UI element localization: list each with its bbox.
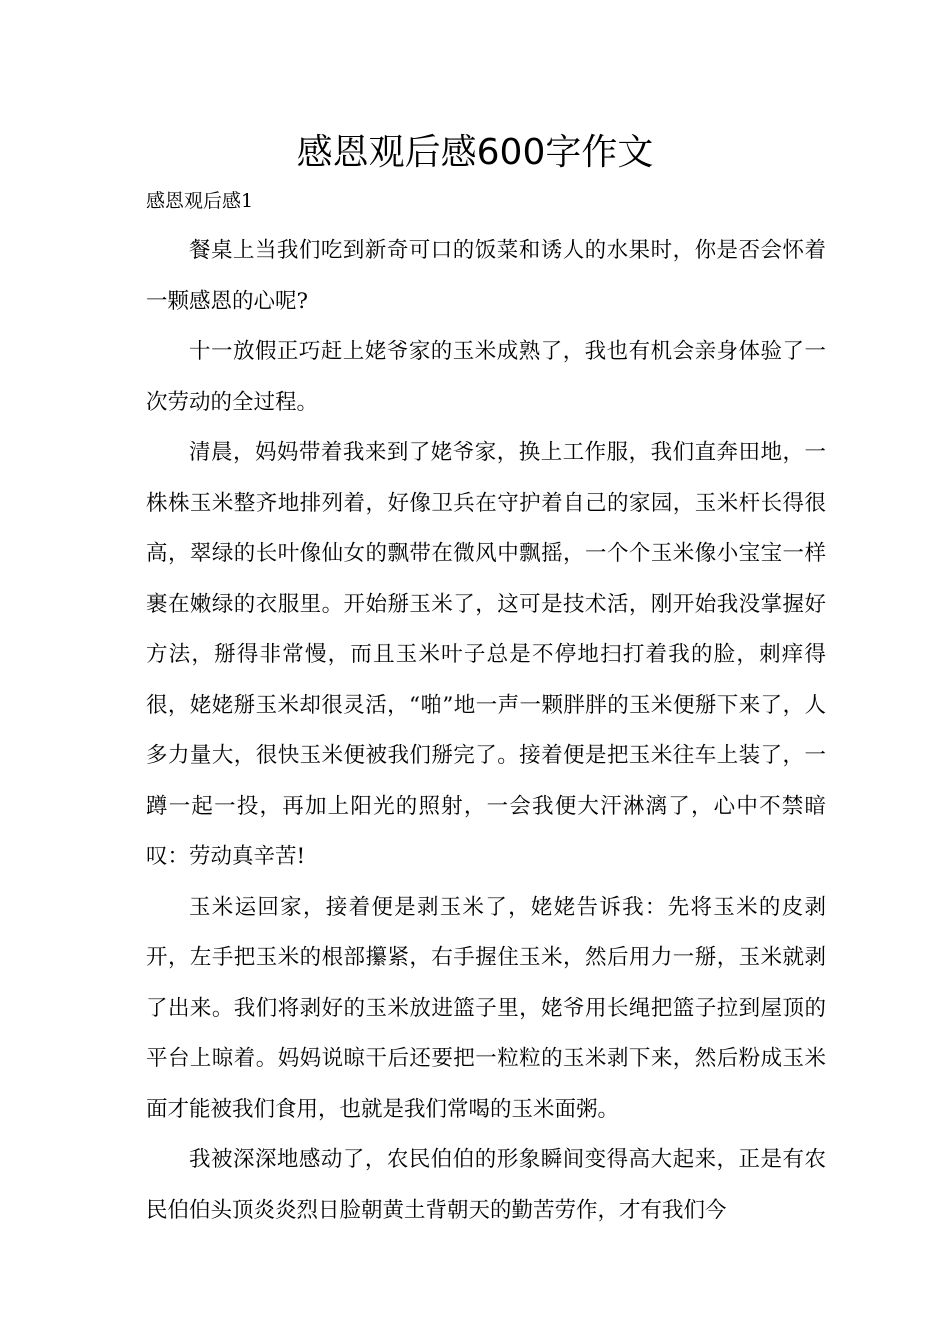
paragraph: 餐桌上当我们吃到新奇可口的饭菜和诱人的水果时，你是否会怀着一颗感恩的心呢?	[146, 238, 826, 314]
paragraph: 玉米运回家，接着便是剥玉米了，姥姥告诉我：先将玉米的皮剥开，左手把玉米的根部攥紧，右手握住玉米，然后用力一掰，玉米就剥了出来。我们将剥好的玉米放进篮子里，姥爷用长绳把篮子拉到屋顶的平台上晾着。妈妈说晾干后还要把一粒粒的玉米剥下来，然后粉成玉米面才能被我们食用，也就是我们常喝的玉米面粥。	[146, 894, 826, 1122]
document-body	[146, 226, 826, 1236]
paragraph: 十一放假正巧赶上姥爷家的玉米成熟了，我也有机会亲身体验了一次劳动的全过程。	[146, 339, 826, 415]
paragraph: 清晨，妈妈带着我来到了姥爷家，换上工作服，我们直奔田地，一株株玉米整齐地排列着，好像卫兵在守护着自己的家园，玉米杆长得很高，翠绿的长叶像仙女的飘带在微风中飘摇，一个个玉米像小宝宝一样裹在嫩绿的衣服里。开始掰玉米了，这可是技术活，刚开始我没掌握好方法，掰得非常慢，而且玉米叶子总是不停地扫打着我的脸，刺痒得很，姥姥掰玉米却很灵活，“啪”地一声一颗胖胖的玉米便掰下来了，人多力量大，很快玉米便被我们掰完了。接着便是把玉米往车上装了，一蹲一起一投，再加上阳光的照射，一会我便大汗淋漓了，心中不禁暗叹：劳动真辛苦!	[146, 440, 826, 869]
section-heading: 感恩观后感1	[146, 190, 254, 212]
document-title: 感恩观后感600字作文	[296, 132, 654, 173]
paragraph: 我被深深地感动了，农民伯伯的形象瞬间变得高大起来，正是有农民伯伯头顶炎炎烈日脸朝黄土背朝天的勤苦劳作，才有我们今	[146, 1147, 826, 1223]
